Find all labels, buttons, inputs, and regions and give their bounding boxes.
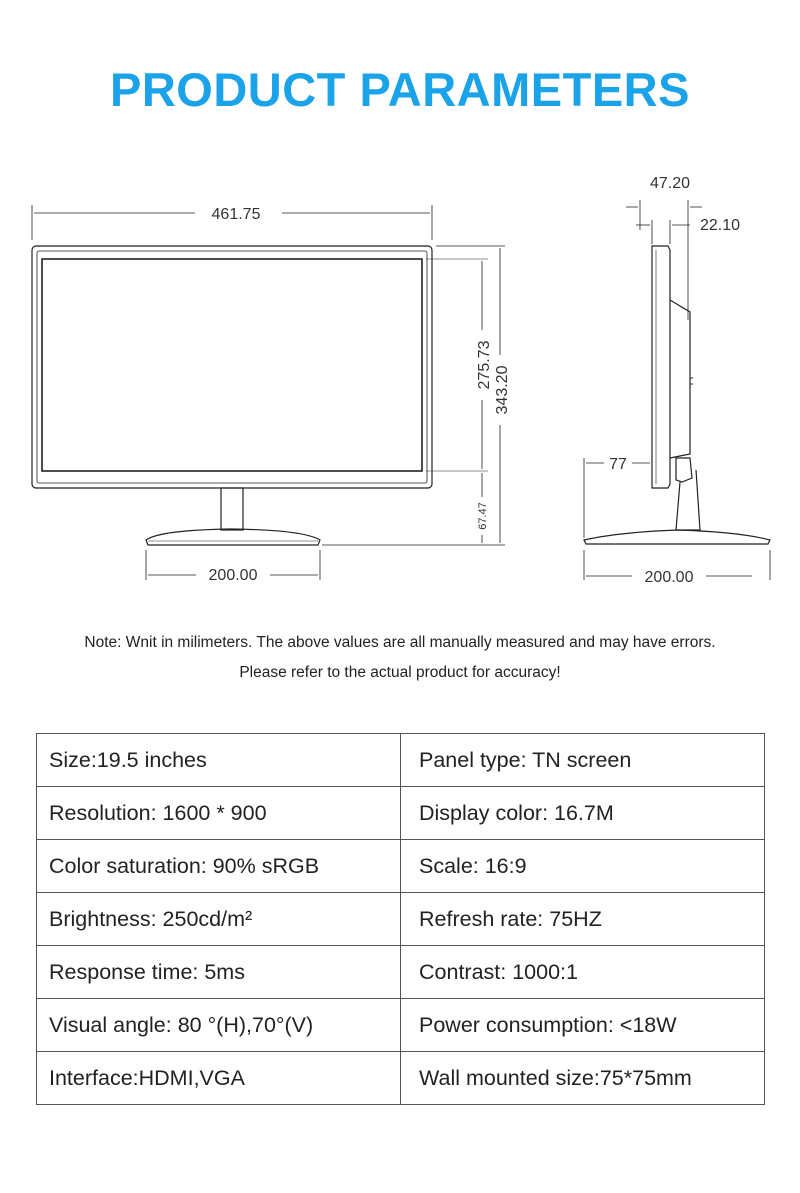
spec-display-color: Display color: 16.7M xyxy=(401,787,765,840)
spec-refresh-rate: Refresh rate: 75HZ xyxy=(401,893,765,946)
dimension-stand-height: 67.47 xyxy=(477,502,489,530)
monitor-side-base xyxy=(584,530,770,544)
spec-wall-mounted-size: Wall mounted size:75*75mm xyxy=(401,1052,765,1105)
dimension-width: 461.75 xyxy=(211,206,261,223)
dimension-panel-depth: 22.10 xyxy=(699,217,741,234)
note-line-1: Note: Wnit in milimeters. The above values are all manually measured and may have errors. xyxy=(84,634,716,651)
table-row xyxy=(37,946,765,999)
spec-interface: Interface:HDMI,VGA xyxy=(37,1052,401,1105)
monitor-front-base xyxy=(146,529,320,545)
dimension-total-height: 343.20 xyxy=(494,365,511,415)
monitor-front-screen xyxy=(42,259,422,471)
monitor-front-neck xyxy=(221,488,243,530)
table-row xyxy=(37,734,765,787)
spec-scale: Scale: 16:9 xyxy=(401,840,765,893)
dimension-stand-offset: 77 xyxy=(609,456,627,473)
table-row xyxy=(37,1052,765,1105)
table-row xyxy=(37,999,765,1052)
table-row xyxy=(37,840,765,893)
spec-size: Size:19.5 inches xyxy=(37,734,401,787)
specs-table xyxy=(36,733,765,1105)
dimension-base-width-front: 200.00 xyxy=(208,567,258,584)
dimension-base-width-side: 200.00 xyxy=(644,569,694,586)
spec-visual-angle: Visual angle: 80 °(H),70°(V) xyxy=(37,999,401,1052)
page-title: PRODUCT PARAMETERS xyxy=(110,63,690,116)
spec-color-saturation: Color saturation: 90% sRGB xyxy=(37,840,401,893)
monitor-front-bezel xyxy=(32,246,432,488)
dimension-depth: 47.20 xyxy=(649,175,691,192)
table-row xyxy=(37,893,765,946)
spec-panel-type: Panel type: TN screen xyxy=(401,734,765,787)
spec-contrast: Contrast: 1000:1 xyxy=(401,946,765,999)
table-row xyxy=(37,787,765,840)
spec-resolution: Resolution: 1600 * 900 xyxy=(37,787,401,840)
spec-brightness: Brightness: 250cd/m² xyxy=(37,893,401,946)
spec-power-consumption: Power consumption: <18W xyxy=(401,999,765,1052)
spec-response-time: Response time: 5ms xyxy=(37,946,401,999)
dimension-screen-height: 275.73 xyxy=(476,340,493,390)
monitor-side-panel xyxy=(652,246,670,488)
note-line-2: Please refer to the actual product for accuracy! xyxy=(239,664,561,681)
